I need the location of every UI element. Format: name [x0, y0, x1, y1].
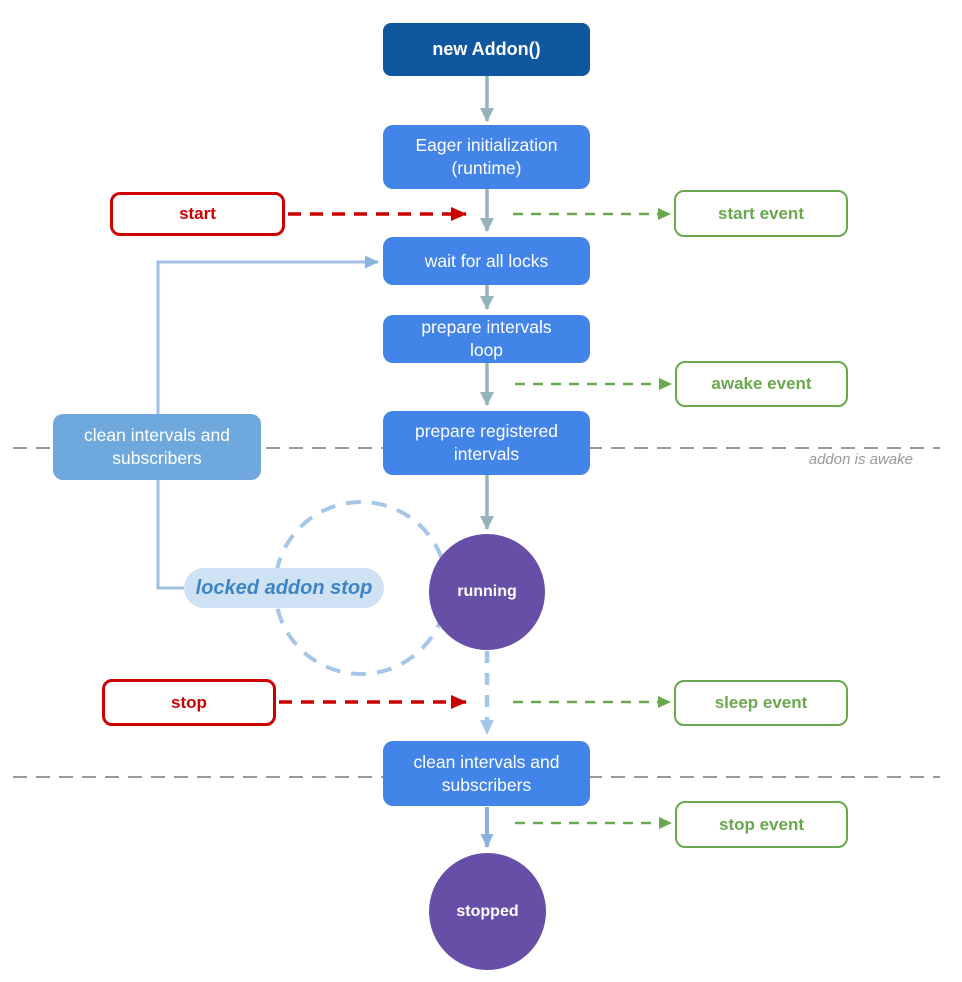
node-prepare-registered-intervals: prepare registered intervals [383, 411, 590, 475]
node-wait-for-all-locks: wait for all locks [383, 237, 590, 285]
event-awake: awake event [675, 361, 848, 407]
action-stop: stop [102, 679, 276, 726]
action-start: start [110, 192, 285, 236]
node-clean-intervals-bottom: clean intervals and subscribers [383, 741, 590, 806]
node-clean-intervals-left: clean intervals and subscribers [53, 414, 261, 480]
node-prepare-intervals-loop: prepare intervals loop [383, 315, 590, 363]
event-start: start event [674, 190, 848, 237]
event-stop: stop event [675, 801, 848, 848]
state-running: running [429, 534, 545, 650]
awake-divider-label: addon is awake [808, 451, 913, 468]
node-locked-addon-stop: locked addon stop [184, 568, 384, 608]
state-stopped: stopped [429, 853, 546, 970]
node-eager-initialization: Eager initialization (runtime) [383, 125, 590, 189]
node-new-addon: new Addon() [383, 23, 590, 76]
event-sleep: sleep event [674, 680, 848, 726]
